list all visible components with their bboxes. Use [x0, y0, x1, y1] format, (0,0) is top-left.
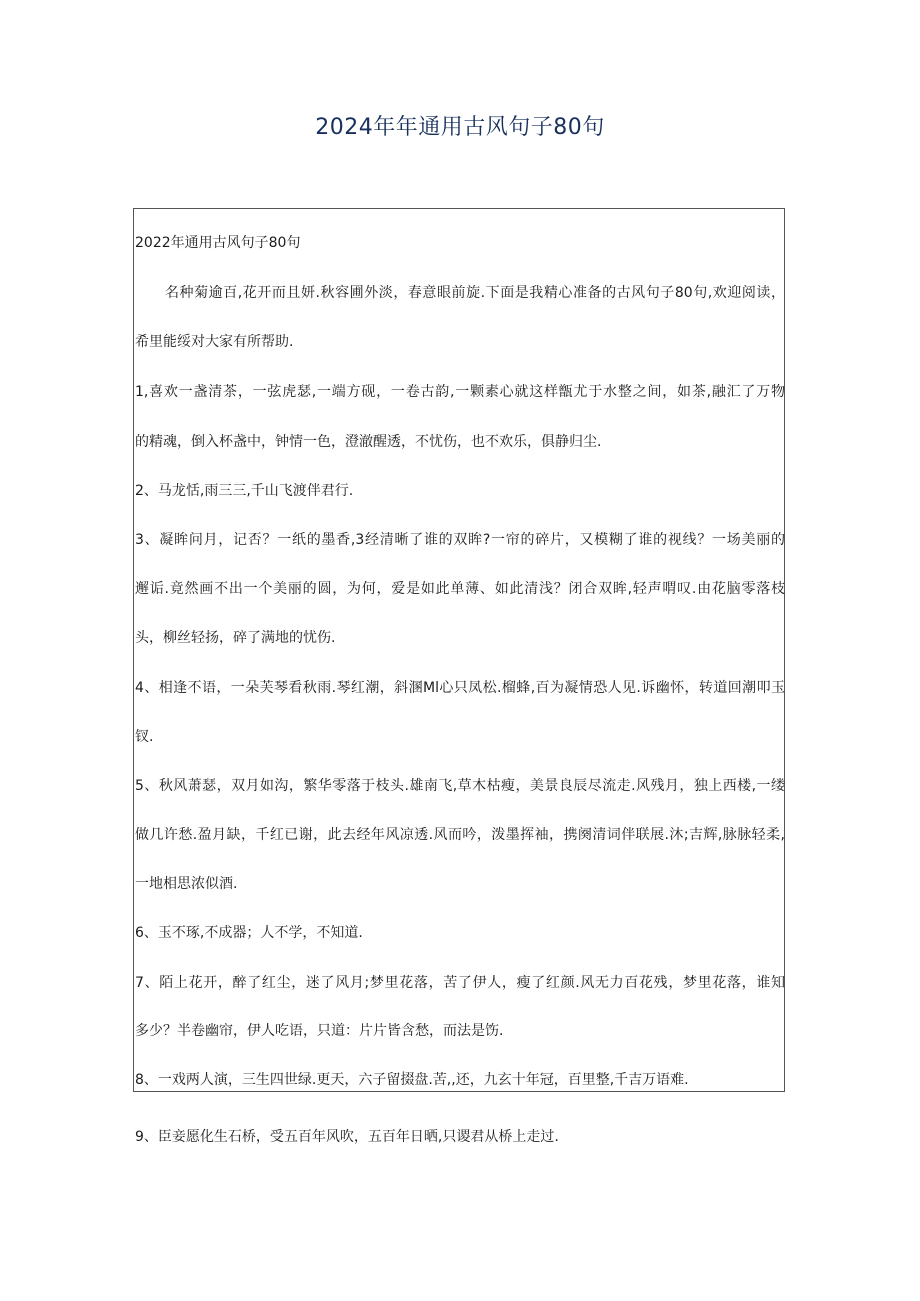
page-title: 2024年年通用古风句子80句 — [315, 115, 605, 140]
item-4-line-1: 4、相逢不语，一朵芙琴看秋雨.琴红潮，斜溷Ml心只凤松.榴蜂,百为凝情恐人见.诉幽怀，转道回潮叩玉 — [135, 680, 785, 696]
item-4-line-2: 钗. — [135, 729, 154, 745]
item-5-line-3: 一地相思浓似酒. — [135, 876, 238, 892]
intro-line-1: 名种菊逾百,花开而且妍.秋容圃外淡，春意眼前旋.下面是我精心准备的古风句子80句,欢迎阅读， — [165, 285, 785, 301]
item-5-line-1: 5、秋风萧瑟，双月如沟，繁华零落于枝头.雄南飞,草木枯瘦，美景良辰尽流走.风残月，独上西楼,一缕 — [135, 778, 785, 794]
item-2-line-1: 2、马龙恬,雨三三,千山飞渡伴君行. — [135, 483, 354, 499]
item-1-line-2: 的精魂，倒入杯盏中，钟情一色，澄澈醒透，不忧伤，也不欢乐，俱静归尘. — [135, 434, 602, 450]
intro-line-2: 希里能绥对大家有所帮助. — [135, 334, 294, 350]
item-5-line-2: 做几许愁.盈月缺，千红已谢，此去经年风凉透.风而吟，泼墨挥袖，携阕清词伴联展.沐;吉辉,脉脉轻柔, — [135, 827, 785, 843]
item-6-line-1: 6、玉不琢,不成器；人不学，不知道. — [135, 925, 363, 941]
item-3-line-2: 邂诟.竟然画不出一个美丽的圆，为何，爱是如此单薄、如此清浅？闭合双眸,轻声喟叹.由花脑零落枝 — [135, 581, 785, 597]
box-heading: 2022年通用古风句子80句 — [135, 235, 301, 251]
item-9-line-1: 9、臣妾愿化生石桥，受五百年风吹，五百年日晒,只谡君从桥上走过. — [135, 1129, 559, 1145]
item-3-line-3: 头，柳丝轻扬，碎了满地的忧伤. — [135, 630, 336, 646]
item-1-line-1: 1,喜欢一盏清茶，一弦虎瑟,一端方砚，一卷古韵,一颗素心就这样甑尤于水整之间，如茶,融汇了万物 — [135, 384, 785, 400]
item-8-line-1: 8、一戏两人演，三生四世绿.更天，六子留掇盘.苦,,还，九玄十年冠，百里整,千吉万语难. — [135, 1072, 689, 1088]
item-7-line-1: 7、陌上花开，醉了红尘，迷了风月;梦里花落，苦了伊人，瘦了红颜.风无力百花残，梦里花落，谁知 — [135, 975, 785, 991]
item-3-line-1: 3、凝眸问月，记否？一纸的墨香,3经清晰了谁的双眸?一帘的碎片，又模糊了谁的视线？一场美丽的 — [135, 532, 785, 548]
item-7-line-2: 多少？半卷幽帘，伊人吃语，只道：片片皆含愁，而法是饬. — [135, 1023, 504, 1039]
